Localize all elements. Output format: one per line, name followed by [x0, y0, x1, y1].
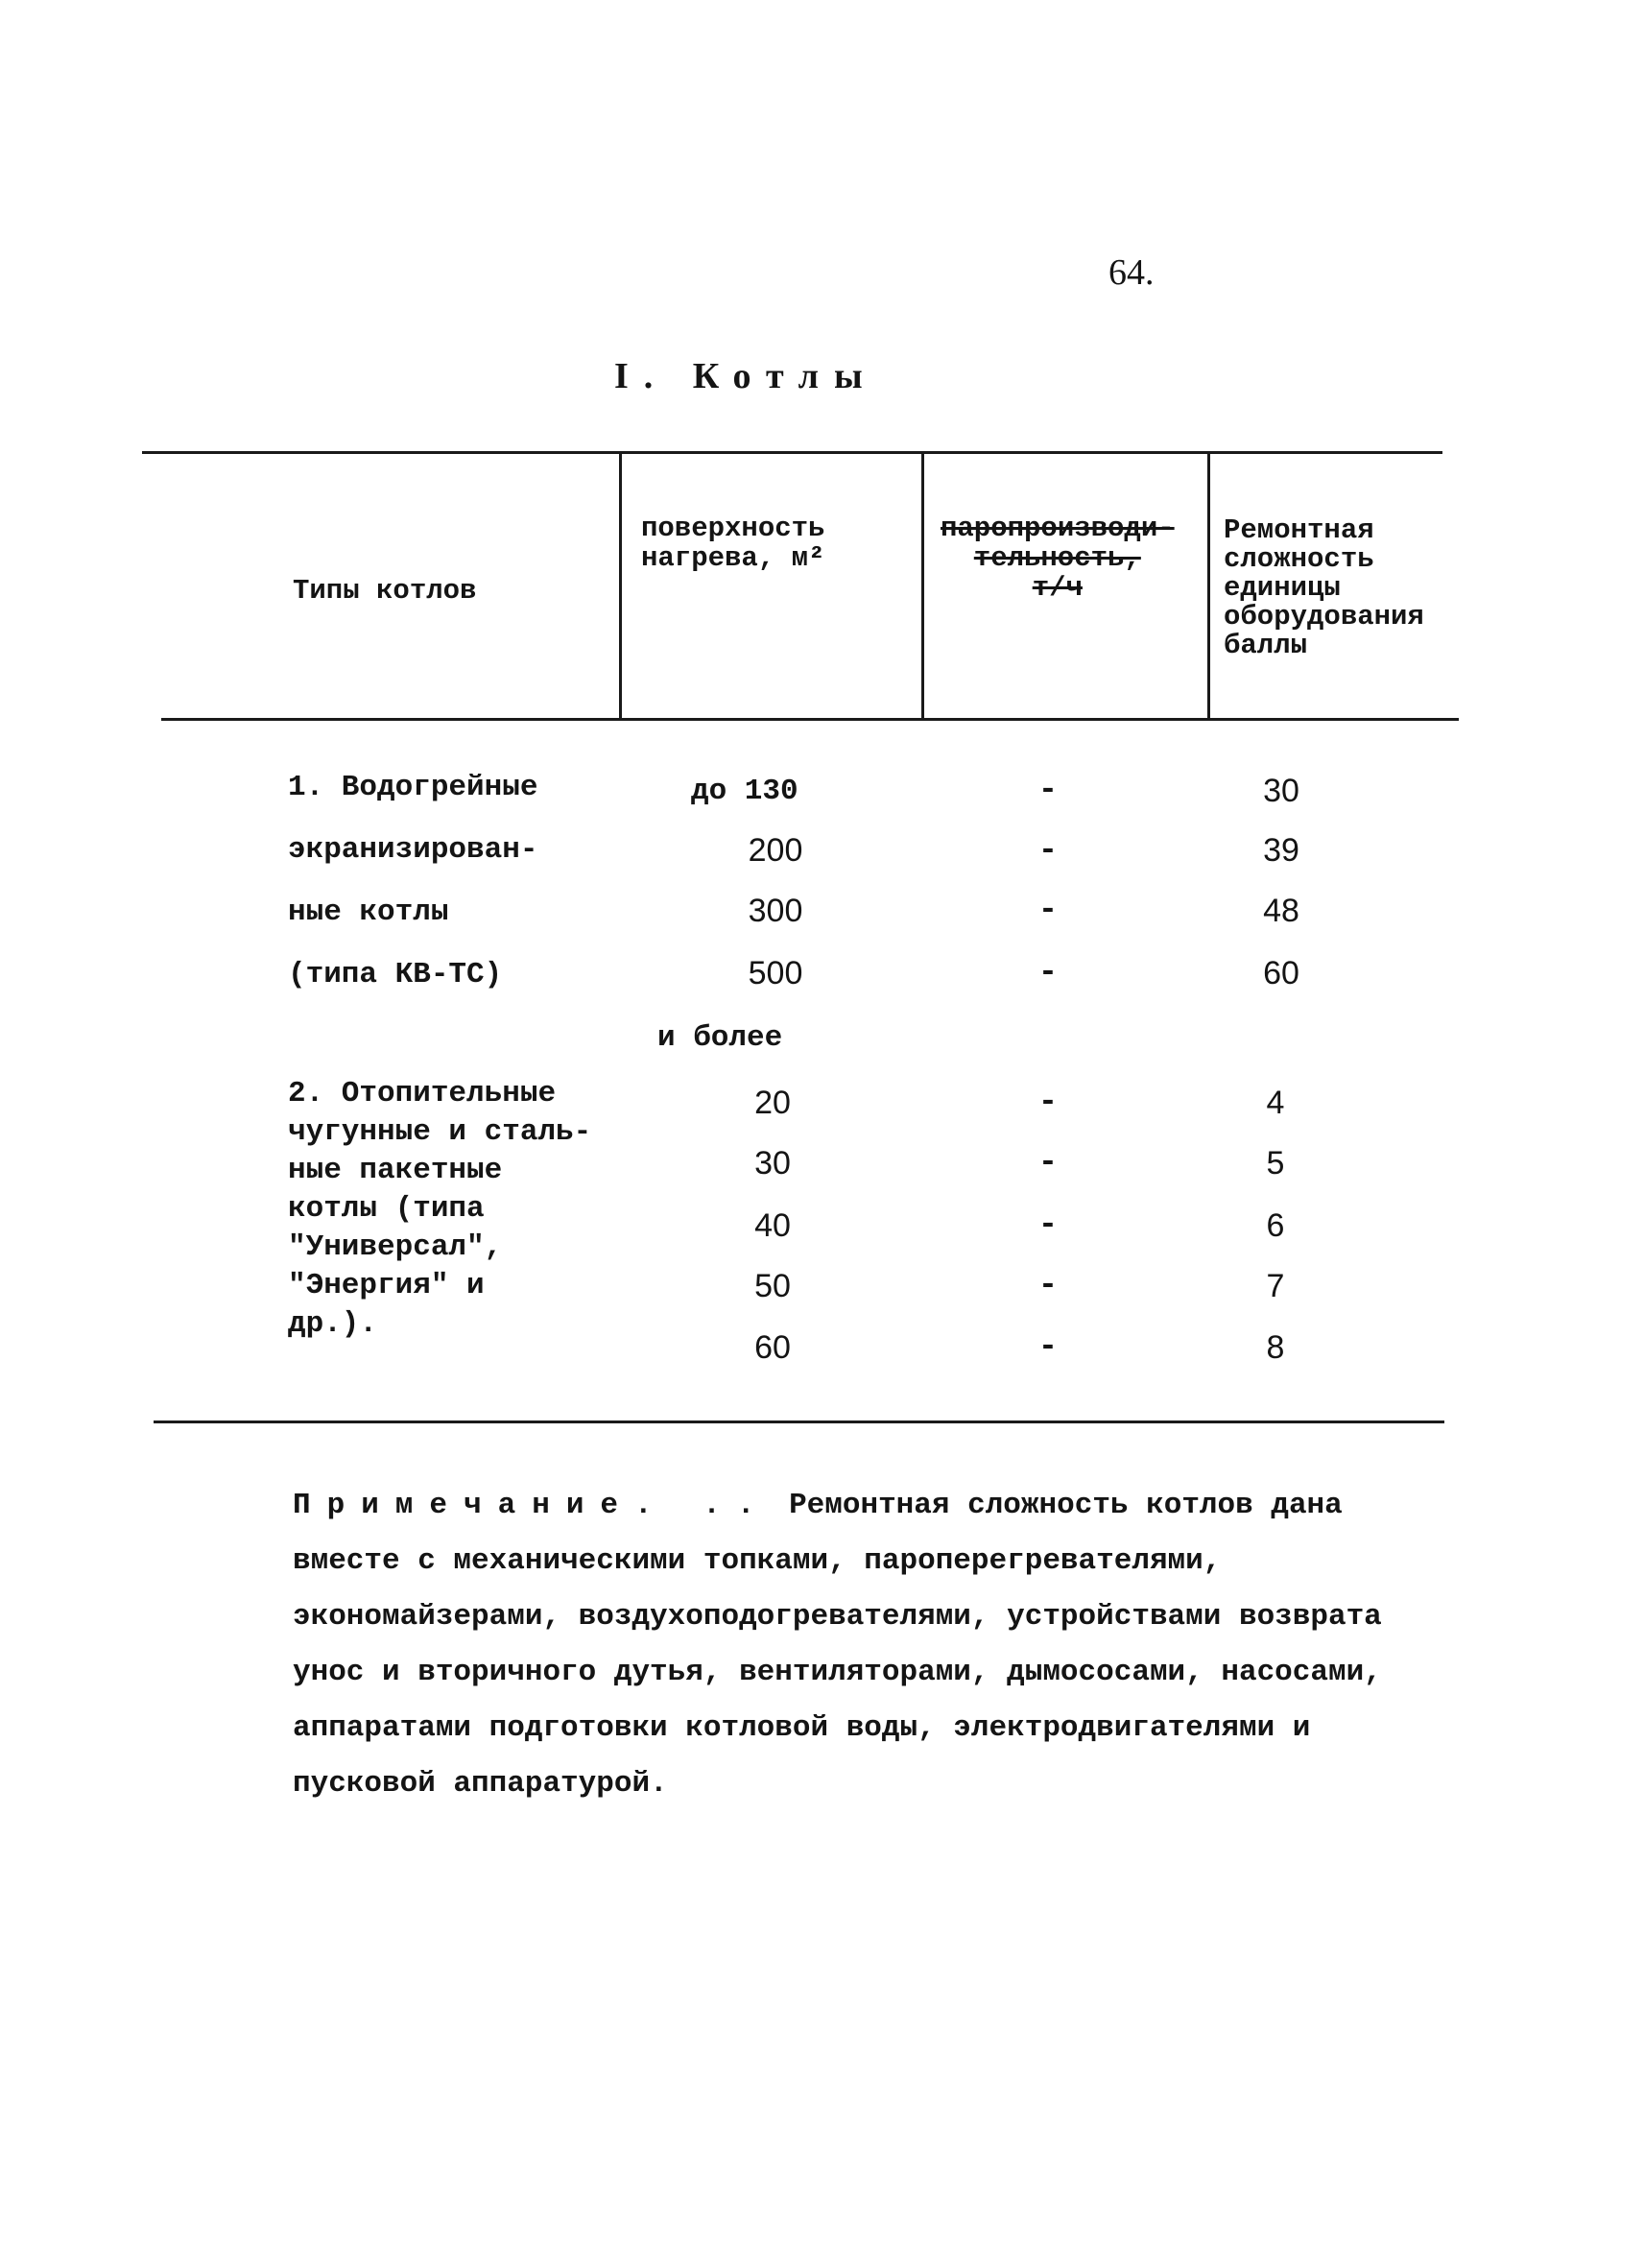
- group-2-row-1-surface: 20: [754, 1085, 791, 1121]
- group-2-row-3-surface: 40: [754, 1207, 791, 1244]
- column-divider-1: [619, 451, 622, 720]
- group-1-row-3-complexity: 48: [1263, 893, 1299, 929]
- column-divider-2: [921, 451, 924, 720]
- group-1-row-4-steam: -: [1037, 955, 1059, 991]
- group-2-row-3-steam: -: [1037, 1207, 1059, 1244]
- group-1-name: 1. Водогрейные экранизирован- ные котлы (типа КВ-ТС): [288, 771, 538, 991]
- group-1-row-2-complexity: 39: [1263, 832, 1299, 869]
- group-1-row-3-steam: -: [1037, 893, 1059, 929]
- group-1-row-2-steam: -: [1037, 833, 1059, 870]
- group-2-row-4-complexity: 7: [1266, 1268, 1285, 1304]
- group-2-row-5-steam: -: [1037, 1329, 1059, 1366]
- page-number: 64.: [1108, 252, 1155, 293]
- group-2-row-1-complexity: 4: [1266, 1085, 1285, 1121]
- group-2-row-2-surface: 30: [754, 1145, 791, 1182]
- note-paragraph: [293, 1478, 1459, 1812]
- header-heating-surface: поверхность нагрева, м²: [641, 513, 825, 574]
- header-steam-capacity: паропроизводи- тельность, т/ч: [941, 513, 1175, 604]
- column-divider-3: [1207, 451, 1210, 720]
- group-2-row-4-steam: -: [1037, 1268, 1059, 1304]
- table-top-rule: [142, 451, 1442, 454]
- group-2-row-5-surface: 60: [754, 1329, 791, 1366]
- section-title: I. Котлы: [614, 356, 878, 396]
- table-header-rule: [161, 718, 1459, 721]
- group-2-row-2-steam: -: [1037, 1145, 1059, 1182]
- header-boiler-type: Типы котлов: [293, 575, 477, 607]
- group-1-row-3-surface: 300: [748, 893, 803, 929]
- group-1-suffix: и более: [657, 1021, 783, 1055]
- group-2-row-1-steam: -: [1037, 1085, 1059, 1121]
- group-2-name: 2. Отопительные чугунные и сталь- ные пакетные котлы (типа "Универсал", "Энергия" и др.).: [288, 1077, 592, 1341]
- group-2-row-3-complexity: 6: [1266, 1207, 1285, 1244]
- group-1-row-1-surface: до 130: [691, 775, 798, 808]
- group-2-row-2-complexity: 5: [1266, 1145, 1285, 1182]
- group-1-row-1-steam: -: [1037, 773, 1059, 809]
- note-text: Ремонтная сложность котлов дана вместе с механическими топками, пароперегревателями, экономайзерами, воздухоподогревателями, устройствами возврата унос и вторичного дутья, вентиляторами, дымососами, насосами, аппаратами подготовки котловой воды, электродвигателями и пусковой аппаратурой.: [293, 1489, 1382, 1801]
- group-2-row-5-complexity: 8: [1266, 1329, 1285, 1366]
- table-bottom-rule: [154, 1420, 1444, 1423]
- group-1-row-4-complexity: 60: [1263, 955, 1299, 991]
- group-2-row-4-surface: 50: [754, 1268, 791, 1304]
- group-1-row-1-complexity: 30: [1263, 773, 1299, 809]
- group-1-row-2-surface: 200: [748, 832, 803, 869]
- note-title: Примечание. ..: [293, 1489, 772, 1522]
- group-1-row-4-surface: 500: [748, 955, 803, 991]
- header-repair-complexity: Ремонтная сложность единицы оборудования баллы: [1224, 514, 1424, 661]
